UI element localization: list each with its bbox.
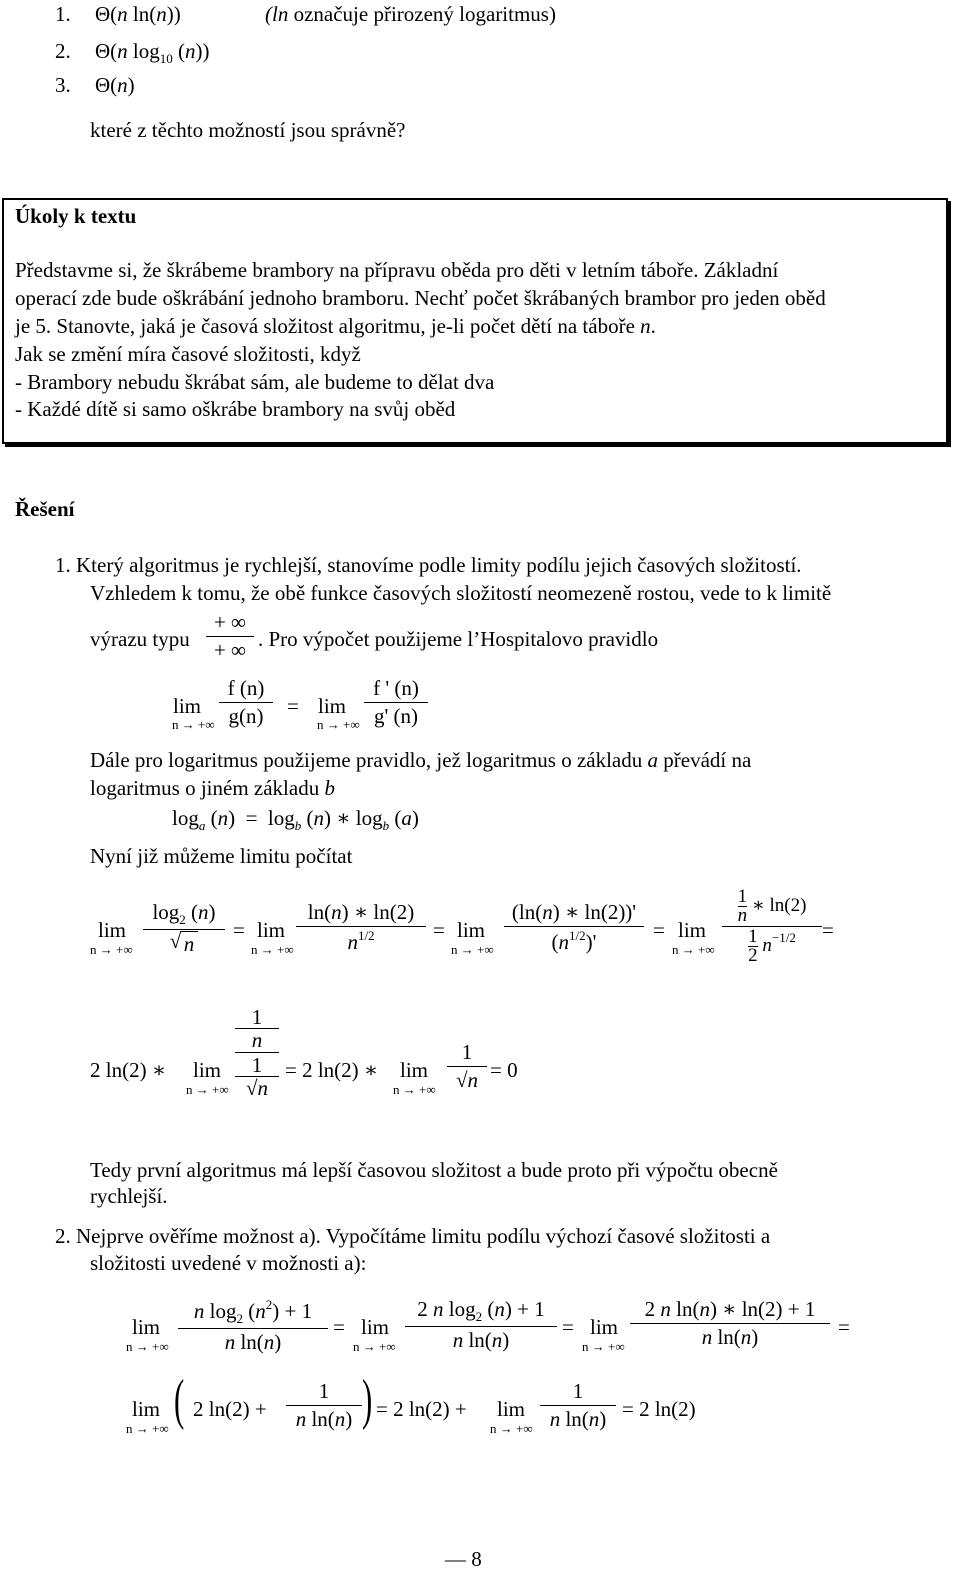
log-rule: $\log_a (n) = \log_b (n)$ ∗ $\log_b (a)$ — [172, 806, 419, 833]
task-line: je 5. Stanovte, jaká je časová složitost algoritmu, je-li počet dětí na táboře n. — [15, 314, 656, 338]
paragraph-line: Nyní již můžeme limitu počítat — [90, 844, 353, 868]
lim: lim — [400, 1058, 429, 1082]
equals: = — [838, 1315, 850, 1339]
fraction-derivatives: (ln(n) ∗ ln(2))' $(n^{1/2})'$ — [504, 900, 644, 955]
calc-term: 2 ln(2) + — [193, 1397, 267, 1421]
task-line: Představme si, že škrábeme brambory na přípravu oběda pro děti v letním táboře. Základní — [15, 258, 779, 282]
fraction-final-derivative: 1 n ∗ ln(2) 1 2 $n^{-1/2}$ — [722, 888, 822, 965]
lim-sub: n → +∞ — [672, 942, 715, 957]
lim-sub: n → +∞ — [172, 717, 215, 732]
option-2-expr: Θ(n $\log_{10} (n)$) — [95, 39, 210, 66]
option-2: 2. — [55, 39, 71, 63]
fraction-limA-1: n $\log_2 (n^2) + 1$ n ln(n) — [178, 1297, 328, 1355]
equals: = — [287, 694, 299, 718]
paragraph-line: . Pro výpočet použijeme l’Hospitalovo pravidlo — [258, 627, 659, 651]
fraction-one-over-nlnn: 1 n ln(n) — [286, 1379, 362, 1432]
lim: lim — [457, 918, 486, 942]
lim: lim — [257, 918, 286, 942]
solution-title: Řešení — [15, 497, 75, 521]
task-line: - Brambory nebudu škrábat sám, ale budeme to dělat dva — [15, 370, 495, 394]
lim: lim — [132, 1397, 161, 1421]
lim-sub: n → +∞ — [251, 942, 294, 957]
lim-sub: n → +∞ — [582, 1339, 625, 1354]
lim: lim — [98, 918, 127, 942]
equals: = — [233, 918, 245, 942]
lim: lim — [678, 918, 707, 942]
right-paren: ) — [362, 1369, 373, 1431]
lim: lim — [590, 1315, 619, 1339]
paragraph-line: 2. Nejprve ověříme možnost a). Vypočítáme limitu podílu výchozí časové složitosti a — [55, 1224, 771, 1248]
fraction-one-over-sqrtn: 1 √n — [447, 1040, 487, 1093]
lim-sub: n → +∞ — [490, 1421, 533, 1436]
lim: lim — [173, 694, 202, 718]
equals: = — [562, 1315, 574, 1339]
fraction-one-over-nlnn: 1 n ln(n) — [540, 1379, 616, 1432]
paragraph-line: 1. Který algoritmus je rychlejší, stanovíme podle limity podílu jejich časových složitostí. — [55, 553, 802, 577]
lim-sub: n → +∞ — [317, 717, 360, 732]
equals: = — [653, 918, 665, 942]
paragraph-line: Vzhledem k tomu, že obě funkce časových složitostí neomezeně rostou, vede to k limitě — [90, 581, 832, 605]
calc-term: 2 ln(2) ∗ — [90, 1058, 167, 1082]
option-3-expr: Θ(n) — [95, 73, 135, 97]
equals: = — [333, 1315, 345, 1339]
calc-term: = 2 ln(2) + — [376, 1397, 467, 1421]
task-line: Jak se změní míra časové složitosti, když — [15, 342, 361, 366]
paragraph-line: rychlejší. — [90, 1184, 168, 1208]
option-1-expr: Θ(n ln(n)) — [95, 2, 181, 26]
paragraph-line: Dále pro logaritmus použijeme pravidlo, jež logaritmus o základu a převádí na — [90, 748, 752, 772]
fraction-ln-over-n-half: ln(n) ∗ ln(2) $n^{1/2}$ — [296, 900, 426, 955]
fraction-f-over-g: f (n) g(n) — [219, 676, 273, 729]
option-1-note: (ln označuje přirozený logaritmus) — [265, 2, 556, 26]
lim-sub: n → +∞ — [353, 1339, 396, 1354]
calc-result: = 0 — [490, 1058, 518, 1082]
lim-sub: n → +∞ — [186, 1082, 229, 1097]
lim: lim — [193, 1058, 222, 1082]
page-number: — 8 — [445, 1547, 482, 1571]
option-1: 1. — [55, 2, 71, 26]
fraction-limA-2: 2 n $\log_2 (n) + 1$ n ln(n) — [405, 1297, 557, 1353]
option-3: 3. — [55, 73, 71, 97]
calc-result: = 2 ln(2) — [622, 1397, 696, 1421]
left-paren: ( — [174, 1369, 185, 1431]
lim: lim — [361, 1315, 390, 1339]
paragraph-line: výrazu typu — [90, 627, 190, 651]
paragraph-line: složitosti uvedené v možnosti a): — [90, 1251, 367, 1275]
lim-sub: n → +∞ — [90, 942, 133, 957]
fraction-fp-over-gp: f ' (n) g' (n) — [364, 676, 428, 729]
fraction-log2n-over-sqrtn: $\log_2 (n)$ √ n — [143, 900, 225, 957]
lim-sub: n → +∞ — [451, 942, 494, 957]
lim: lim — [132, 1315, 161, 1339]
lim-sub: n → +∞ — [393, 1082, 436, 1097]
lim-sub: n → +∞ — [126, 1339, 169, 1354]
task-line: operací zde bude oškrábání jednoho bramboru. Nechť počet škrábaných brambor pro jeden oběd — [15, 286, 826, 310]
calc-term: = 2 ln(2) ∗ — [285, 1058, 379, 1082]
task-line: - Každé dítě si samo oškrábe brambory na svůj oběd — [15, 397, 456, 421]
task-title: Úkoly k textu — [15, 204, 137, 228]
fraction-limA-3: 2 n ln(n) ∗ ln(2) + 1 n ln(n) — [630, 1297, 830, 1350]
equals: = — [433, 918, 445, 942]
question-text: které z těchto možností jsou správně? — [90, 118, 406, 142]
equals: = — [822, 918, 834, 942]
paragraph-line: Tedy první algoritmus má lepší časovou složitost a bude proto při výpočtu obecně — [90, 1158, 778, 1182]
paragraph-line: logaritmus o jiném základu b — [90, 776, 335, 800]
lim-sub: n → +∞ — [126, 1421, 169, 1436]
lim: lim — [318, 694, 347, 718]
fraction-nested: 1 n 1 √n — [235, 1006, 279, 1099]
lim: lim — [497, 1397, 526, 1421]
inf-fraction: + ∞ + ∞ — [206, 610, 254, 663]
